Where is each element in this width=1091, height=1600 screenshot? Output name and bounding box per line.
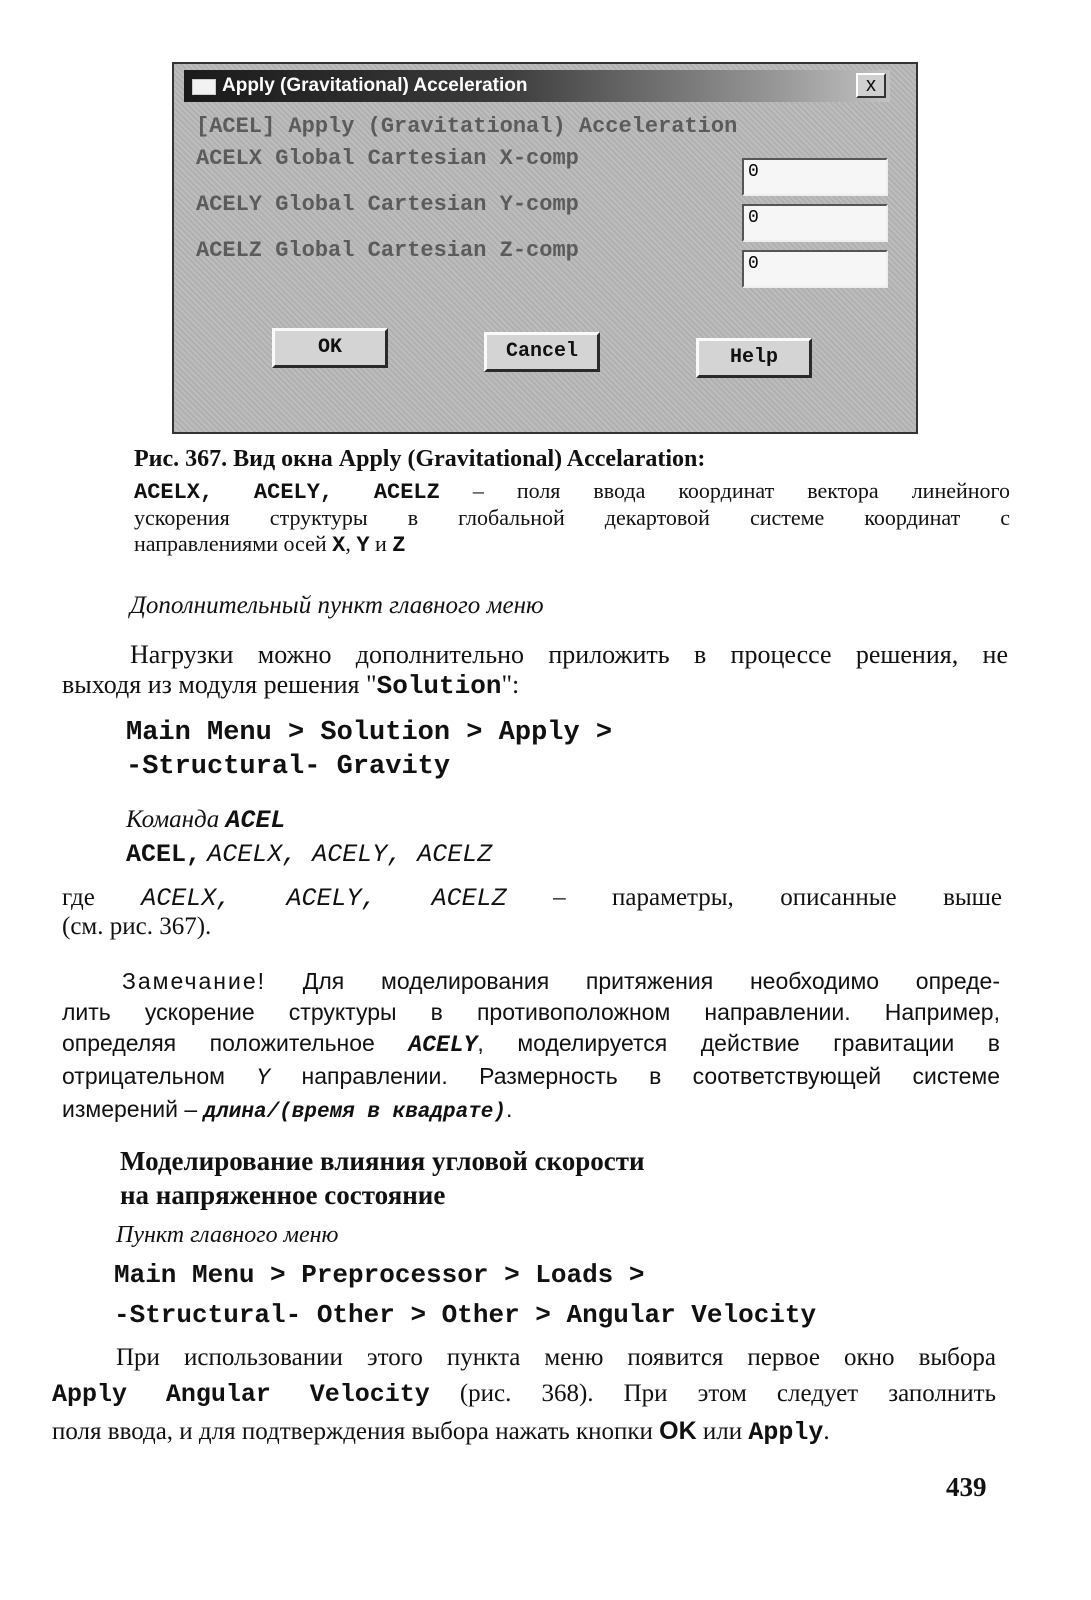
section1-para-line-2-text: выходя из модуля решения " (62, 670, 377, 699)
caption-and: и (375, 531, 387, 556)
section2-para-line-3-end: . (823, 1418, 830, 1445)
section1-para-line-1: Нагрузки можно дополнительно приложить в процессе решения, не (130, 640, 1008, 669)
note-line-1-rest: Для моделирования притяжения необходимо опреде- (302, 968, 1001, 994)
note-line-5 (62, 1094, 1000, 1128)
section2-para-line-1: При использовании этого пункта меню появится первое окно выбора (116, 1344, 996, 1371)
note-line-2: лить ускорение структуры в противоположном направлении. Например, (62, 999, 1000, 1025)
note-line-5-end: . (506, 1096, 513, 1122)
y-axis-code: Y (256, 1065, 271, 1091)
figure-caption-title: Рис. 367. Вид окна Apply (Gravitational) Accelaration: (134, 446, 706, 472)
caption-codes: ACELX, ACELY, ACELZ (134, 480, 440, 505)
where-word: где (62, 884, 95, 911)
note-line-3-start: определяя положительное (62, 1030, 375, 1056)
section1-para-line-2 (62, 670, 1008, 701)
section2-subheading: Пункт главного меню (116, 1222, 339, 1248)
section2-para-line-2-text: (рис. 368). При этом следует заполнить (459, 1380, 996, 1407)
section2-para-line-2 (52, 1376, 996, 1413)
acely-input[interactable]: 0 (742, 204, 888, 242)
acelz-label: ACELZ Global Cartesian Z-comp (196, 238, 579, 263)
note-line-4-end: направлении. Размерность в соответствующей системе (301, 1063, 1001, 1089)
command-where-paragraph (62, 884, 1002, 941)
note-line-5-start: измерений – (62, 1096, 198, 1122)
section2-heading-line-2: на напряженное состояние (120, 1180, 446, 1210)
section2-heading-line-1: Моделирование влияния угловой скорости (120, 1146, 645, 1176)
caption-line-1-text: – поля ввода координат вектора линейного (472, 478, 1011, 503)
dialog-titlebar[interactable] (184, 70, 890, 102)
acely-label: ACELY Global Cartesian Y-comp (196, 192, 579, 217)
section1-para-line-2-end: ": (501, 670, 520, 699)
dialog-header-row: [ACEL] Apply (Gravitational) Acceleration (196, 114, 738, 139)
command-heading-code: ACEL (225, 806, 286, 835)
window-icon (192, 79, 216, 95)
note-line-4 (62, 1061, 1000, 1094)
command-heading (126, 806, 285, 835)
axis-x-code: X (332, 533, 346, 558)
menu-path-gravity-line-1: Main Menu > Solution > Apply > (126, 718, 613, 748)
caption-line-1 (134, 478, 1010, 505)
menu-path-gravity-line-2: -Structural- Gravity (126, 752, 451, 782)
close-button[interactable]: x (856, 73, 886, 98)
note-label: Замечание! (122, 968, 267, 994)
caption-line-3-text: направлениями осей (134, 531, 327, 556)
dimension-code: длина/(время в квадрате) (203, 1101, 507, 1124)
note-line-1 (62, 966, 1000, 997)
section2-paragraph (52, 1340, 996, 1451)
apply-angular-velocity-code: Apply Angular Velocity (52, 1380, 430, 1409)
acely-code: ACELY (408, 1032, 478, 1058)
axis-z-code: Z (392, 533, 406, 558)
ok-code: OK (659, 1417, 697, 1445)
where-line-2: (см. рис. 367). (62, 913, 212, 940)
figure-caption-body (134, 478, 1010, 558)
where-dash: – (553, 884, 566, 911)
command-syntax-cmd: ACEL, (126, 840, 202, 869)
apply-code: Apply (748, 1418, 824, 1447)
acelz-input[interactable]: 0 (742, 250, 888, 288)
acelx-label: ACELX Global Cartesian X-comp (196, 146, 579, 171)
where-args: ACELX, ACELY, ACELZ (141, 884, 507, 913)
where-rest: параметры, описанные выше (612, 884, 1003, 911)
help-button[interactable]: Help (696, 338, 812, 378)
command-syntax (126, 840, 492, 869)
section1-paragraph (62, 640, 1008, 701)
acelx-input[interactable]: 0 (742, 158, 888, 196)
gravity-acceleration-dialog (172, 62, 918, 434)
where-line-1 (62, 884, 1002, 913)
section-heading-additional-menu: Дополнительный пункт главного меню (130, 592, 544, 619)
menu-path-angular-line-1: Main Menu > Preprocessor > Loads > (114, 1260, 645, 1290)
note-line-3-end: , моделируется действие гравитации в (477, 1030, 1001, 1056)
section2-para-line-3-text: поля ввода, и для подтверждения выбора нажать кнопки (52, 1418, 653, 1445)
ok-button[interactable]: OK (272, 328, 388, 368)
caption-line-3: направлениями осей X, Y и Z (134, 531, 406, 558)
command-heading-text: Команда (126, 806, 220, 833)
note-line-4-start: отрицательном (62, 1063, 225, 1089)
dialog-title: Apply (Gravitational) Acceleration (222, 75, 528, 96)
caption-line-2: ускорения структуры в глобальной декартовой системе координат с (134, 505, 1010, 530)
section2-para-line-3 (52, 1413, 996, 1451)
note-line-3 (62, 1028, 1000, 1061)
command-syntax-args: ACELX, ACELY, ACELZ (207, 840, 493, 869)
page-number: 439 (946, 1472, 987, 1502)
note-paragraph (62, 966, 1000, 1128)
axis-y-code: Y (356, 533, 370, 558)
cancel-button[interactable]: Cancel (484, 332, 600, 372)
or-word: или (702, 1418, 743, 1445)
menu-path-angular-line-2: -Structural- Other > Other > Angular Velocity (114, 1300, 817, 1330)
solution-code: Solution (376, 671, 502, 701)
